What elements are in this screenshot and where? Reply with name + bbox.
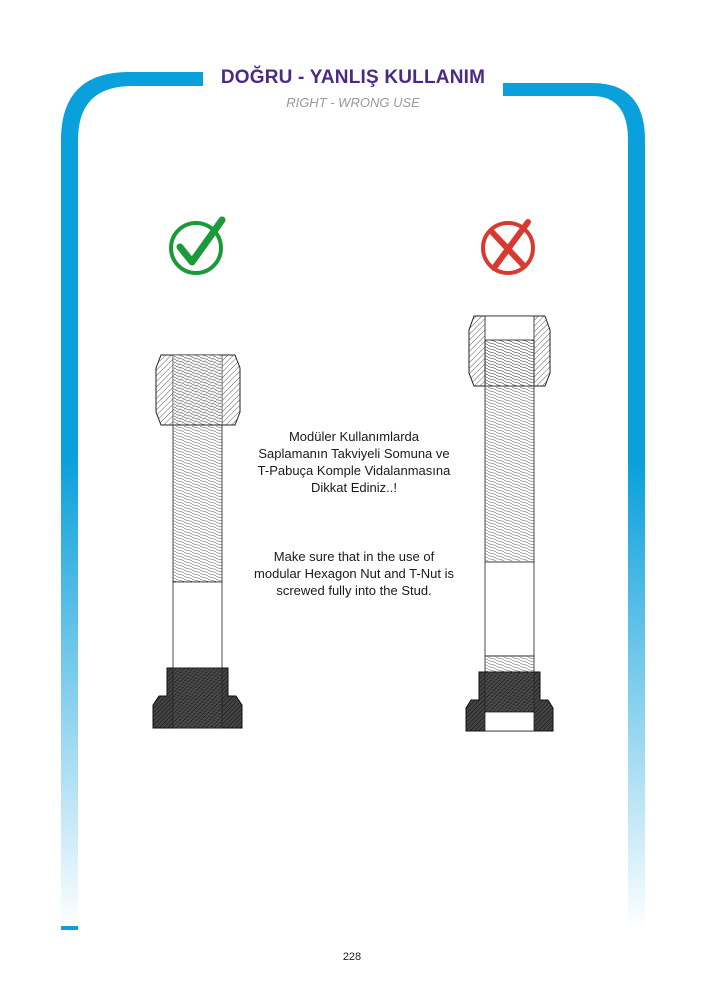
wrong-assembly-drawing bbox=[466, 316, 553, 731]
note-en-line: Make sure that in the use of bbox=[273, 549, 435, 564]
correct-assembly-drawing bbox=[153, 355, 242, 728]
note-en-line: modular Hexagon Nut and T-Nut is bbox=[254, 566, 454, 581]
note-tr-line: Saplamanın Takviyeli Somuna ve bbox=[258, 446, 450, 461]
note-tr-line: Dikkat Ediniz..! bbox=[311, 480, 397, 495]
note-turkish bbox=[236, 428, 472, 496]
right-stud-thread bbox=[485, 340, 534, 562]
note-tr-line: T-Pabuça Komple Vidalanmasına bbox=[257, 463, 451, 478]
page-number: 228 bbox=[342, 951, 362, 963]
page-title: DOĞRU - YANLIŞ KULLANIM bbox=[220, 67, 486, 88]
note-tr-line: Modüler Kullanımlarda bbox=[288, 429, 420, 444]
left-stud-thread bbox=[173, 425, 222, 582]
note-en-line: screwed fully into the Stud. bbox=[276, 583, 432, 598]
page-subtitle: RIGHT - WRONG USE bbox=[286, 95, 420, 110]
left-stud-shank bbox=[173, 582, 222, 668]
check-mark-icon bbox=[171, 220, 222, 273]
right-stud-shank bbox=[485, 562, 534, 656]
cross-mark-icon bbox=[483, 222, 533, 273]
note-english bbox=[236, 548, 472, 599]
